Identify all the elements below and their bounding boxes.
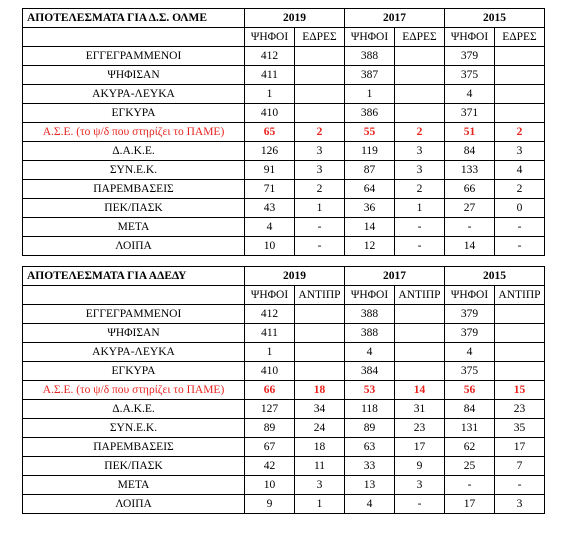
data-cell: 410 — [245, 104, 295, 123]
data-cell: 387 — [345, 66, 395, 85]
column-subheader: ΨΗΦΟΙ — [445, 28, 495, 47]
row-label: ΕΓΚΥΡΑ — [23, 362, 245, 381]
table-row — [23, 419, 545, 438]
data-cell: 379 — [445, 47, 495, 66]
data-cell: 2 — [295, 180, 345, 199]
data-cell: 2 — [295, 123, 345, 142]
data-cell: - — [495, 476, 545, 495]
data-cell: 64 — [345, 180, 395, 199]
table-row — [23, 381, 545, 400]
table-row — [23, 237, 545, 256]
row-label: ΕΓΓΕΓΡΑΜΜΕΝΟΙ — [23, 47, 245, 66]
data-cell: 27 — [445, 199, 495, 218]
row-label: ΕΓΓΕΓΡΑΜΜΕΝΟΙ — [23, 305, 245, 324]
table-row — [23, 362, 545, 381]
data-cell: 36 — [345, 199, 395, 218]
data-cell: 18 — [295, 438, 345, 457]
data-cell: 12 — [345, 237, 395, 256]
row-label: ΨΗΦΙΣΑΝ — [23, 324, 245, 343]
data-cell: 17 — [495, 438, 545, 457]
table-row — [23, 180, 545, 199]
table-row — [23, 438, 545, 457]
column-subheader: ΨΗΦΟΙ — [245, 286, 295, 305]
row-label: ΠΑΡΕΜΒΑΣΕΙΣ — [23, 438, 245, 457]
data-cell — [395, 66, 445, 85]
data-cell: 25 — [445, 457, 495, 476]
data-cell — [495, 305, 545, 324]
table-row — [23, 104, 545, 123]
data-cell — [495, 66, 545, 85]
data-cell: 126 — [245, 142, 295, 161]
column-subheader: ΕΔΡΕΣ — [395, 28, 445, 47]
year-header: 2019 — [245, 267, 345, 286]
column-subheader: ΕΔΡΕΣ — [495, 28, 545, 47]
data-cell: 1 — [295, 495, 345, 514]
data-cell: 11 — [295, 457, 345, 476]
data-cell — [295, 66, 345, 85]
data-cell — [295, 104, 345, 123]
data-cell — [395, 305, 445, 324]
data-cell: 0 — [495, 199, 545, 218]
data-cell: 34 — [295, 400, 345, 419]
data-cell: 23 — [495, 400, 545, 419]
data-cell: - — [395, 237, 445, 256]
data-cell: 2 — [495, 123, 545, 142]
column-subheader: ΑΝΤΙΠΡ — [395, 286, 445, 305]
data-cell: 43 — [245, 199, 295, 218]
data-cell: 51 — [445, 123, 495, 142]
year-header: 2017 — [345, 267, 445, 286]
column-subheader: ΕΔΡΕΣ — [295, 28, 345, 47]
data-cell: 17 — [395, 438, 445, 457]
year-header: 2015 — [445, 9, 545, 28]
data-cell: 379 — [445, 324, 495, 343]
table-title: ΑΠΟΤΕΛΕΣΜΑΤΑ ΓΙΑ Δ.Σ. ΟΛΜΕ — [23, 9, 245, 28]
empty-cell — [23, 28, 245, 47]
column-subheader: ΨΗΦΟΙ — [245, 28, 295, 47]
row-label: ΛΟΙΠΑ — [23, 495, 245, 514]
data-cell: 53 — [345, 381, 395, 400]
data-cell: 412 — [245, 305, 295, 324]
data-cell: 24 — [295, 419, 345, 438]
data-cell: 3 — [295, 142, 345, 161]
row-label: ΜΕΤΑ — [23, 218, 245, 237]
empty-cell — [23, 286, 245, 305]
data-cell — [495, 85, 545, 104]
data-cell — [395, 104, 445, 123]
data-cell: - — [445, 476, 495, 495]
data-cell — [495, 104, 545, 123]
row-label: Α.Σ.Ε. (το ψ/δ που στηρίζει το ΠΑΜΕ) — [23, 123, 245, 142]
data-cell — [295, 343, 345, 362]
data-cell: 18 — [295, 381, 345, 400]
data-cell: 1 — [395, 199, 445, 218]
data-cell: 67 — [245, 438, 295, 457]
data-cell: 3 — [395, 476, 445, 495]
row-label: ΛΟΙΠΑ — [23, 237, 245, 256]
data-cell: 2 — [495, 180, 545, 199]
data-cell: 2 — [395, 180, 445, 199]
data-cell: 13 — [345, 476, 395, 495]
row-label: Α.Σ.Ε. (το ψ/δ που στηρίζει το ΠΑΜΕ) — [23, 381, 245, 400]
data-cell: 14 — [345, 218, 395, 237]
data-cell — [395, 362, 445, 381]
data-cell — [395, 85, 445, 104]
data-cell: 4 — [345, 343, 395, 362]
column-subheader: ΨΗΦΟΙ — [345, 286, 395, 305]
data-cell: 388 — [345, 47, 395, 66]
data-cell: 410 — [245, 362, 295, 381]
data-cell: 2 — [395, 123, 445, 142]
column-subheader: ΨΗΦΟΙ — [445, 286, 495, 305]
data-cell — [495, 362, 545, 381]
data-cell — [295, 47, 345, 66]
data-cell: 386 — [345, 104, 395, 123]
data-cell: 65 — [245, 123, 295, 142]
data-cell: 3 — [495, 495, 545, 514]
data-cell — [295, 305, 345, 324]
data-cell: 84 — [445, 400, 495, 419]
subheader-row — [23, 286, 545, 305]
data-cell: 15 — [495, 381, 545, 400]
data-cell: 131 — [445, 419, 495, 438]
data-cell: - — [395, 218, 445, 237]
data-cell: 55 — [345, 123, 395, 142]
column-subheader: ΑΝΤΙΠΡ — [295, 286, 345, 305]
data-cell — [395, 324, 445, 343]
data-cell: - — [395, 495, 445, 514]
data-cell: 4 — [445, 343, 495, 362]
data-cell: 375 — [445, 66, 495, 85]
data-cell: 14 — [445, 237, 495, 256]
data-cell — [295, 362, 345, 381]
data-cell: 14 — [395, 381, 445, 400]
table-row — [23, 199, 545, 218]
data-cell: - — [445, 218, 495, 237]
olme-results-table — [22, 8, 545, 256]
subheader-row — [23, 28, 545, 47]
data-cell: 127 — [245, 400, 295, 419]
table-row — [23, 476, 545, 495]
data-cell: 1 — [245, 85, 295, 104]
row-label: ΕΓΚΥΡΑ — [23, 104, 245, 123]
data-cell: 4 — [445, 85, 495, 104]
data-cell: - — [495, 237, 545, 256]
column-subheader: ΑΝΤΙΠΡ — [495, 286, 545, 305]
row-label: ΑΚΥΡΑ-ΛΕΥΚΑ — [23, 85, 245, 104]
table-row — [23, 218, 545, 237]
data-cell: 411 — [245, 66, 295, 85]
data-cell: 71 — [245, 180, 295, 199]
table-row — [23, 142, 545, 161]
year-header: 2015 — [445, 267, 545, 286]
data-cell: - — [295, 237, 345, 256]
data-cell: 3 — [295, 161, 345, 180]
data-cell: 66 — [445, 180, 495, 199]
data-cell: 63 — [345, 438, 395, 457]
data-cell: 388 — [345, 305, 395, 324]
data-cell — [295, 324, 345, 343]
data-cell: 384 — [345, 362, 395, 381]
data-cell: 4 — [345, 495, 395, 514]
data-cell — [495, 47, 545, 66]
data-cell: 10 — [245, 476, 295, 495]
data-cell: 23 — [395, 419, 445, 438]
data-cell: 1 — [345, 85, 395, 104]
data-cell: 9 — [395, 457, 445, 476]
data-cell: 89 — [345, 419, 395, 438]
data-cell: 31 — [395, 400, 445, 419]
header-row — [23, 267, 545, 286]
data-cell: 89 — [245, 419, 295, 438]
row-label: ΣΥΝ.Ε.Κ. — [23, 161, 245, 180]
data-cell — [495, 343, 545, 362]
data-cell: 4 — [495, 161, 545, 180]
table-row — [23, 495, 545, 514]
data-cell: 62 — [445, 438, 495, 457]
data-cell: 84 — [445, 142, 495, 161]
table-row — [23, 66, 545, 85]
data-cell: 118 — [345, 400, 395, 419]
data-cell: 1 — [245, 343, 295, 362]
data-cell: 3 — [395, 161, 445, 180]
table-title: ΑΠΟΤΕΛΕΣΜΑΤΑ ΓΙΑ ΑΔΕΔΥ — [23, 267, 245, 286]
table-row — [23, 85, 545, 104]
data-cell: - — [495, 218, 545, 237]
row-label: ΠΕΚ/ΠΑΣΚ — [23, 199, 245, 218]
data-cell: 9 — [245, 495, 295, 514]
row-label: Δ.Α.Κ.Ε. — [23, 400, 245, 419]
adedy-results-table — [22, 266, 545, 514]
data-cell: 33 — [345, 457, 395, 476]
data-cell: 4 — [245, 218, 295, 237]
data-cell: 119 — [345, 142, 395, 161]
row-label: ΣΥΝ.Ε.Κ. — [23, 419, 245, 438]
data-cell: 371 — [445, 104, 495, 123]
table-row — [23, 305, 545, 324]
data-cell: 133 — [445, 161, 495, 180]
data-cell: 66 — [245, 381, 295, 400]
row-label: ΑΚΥΡΑ-ΛΕΥΚΑ — [23, 343, 245, 362]
row-label: ΠΕΚ/ΠΑΣΚ — [23, 457, 245, 476]
data-cell: 411 — [245, 324, 295, 343]
year-header: 2019 — [245, 9, 345, 28]
header-row — [23, 9, 545, 28]
data-cell: 91 — [245, 161, 295, 180]
column-subheader: ΨΗΦΟΙ — [345, 28, 395, 47]
data-cell: 56 — [445, 381, 495, 400]
data-cell: 17 — [445, 495, 495, 514]
row-label: Δ.Α.Κ.Ε. — [23, 142, 245, 161]
table-row — [23, 400, 545, 419]
data-cell: - — [295, 218, 345, 237]
table-row — [23, 123, 545, 142]
data-cell: 388 — [345, 324, 395, 343]
data-cell: 412 — [245, 47, 295, 66]
data-cell: 375 — [445, 362, 495, 381]
data-cell — [395, 47, 445, 66]
row-label: ΠΑΡΕΜΒΑΣΕΙΣ — [23, 180, 245, 199]
data-cell: 42 — [245, 457, 295, 476]
data-cell: 379 — [445, 305, 495, 324]
data-cell: 35 — [495, 419, 545, 438]
row-label: ΨΗΦΙΣΑΝ — [23, 66, 245, 85]
data-cell: 87 — [345, 161, 395, 180]
table-row — [23, 343, 545, 362]
data-cell — [495, 324, 545, 343]
data-cell: 3 — [495, 142, 545, 161]
table-row — [23, 457, 545, 476]
table-row — [23, 47, 545, 66]
data-cell: 7 — [495, 457, 545, 476]
data-cell: 1 — [295, 199, 345, 218]
table-row — [23, 324, 545, 343]
row-label: ΜΕΤΑ — [23, 476, 245, 495]
table-row — [23, 161, 545, 180]
data-cell — [295, 85, 345, 104]
data-cell: 3 — [295, 476, 345, 495]
data-cell — [395, 343, 445, 362]
data-cell: 10 — [245, 237, 295, 256]
year-header: 2017 — [345, 9, 445, 28]
data-cell: 3 — [395, 142, 445, 161]
